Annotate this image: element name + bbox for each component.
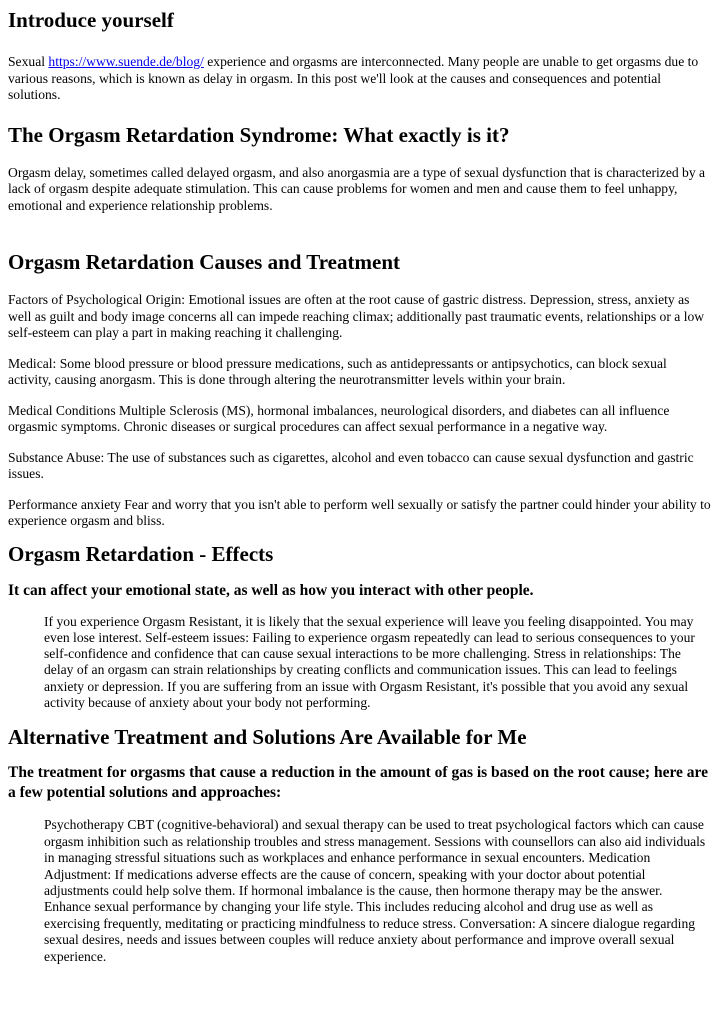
intro-text-after-link: experience and orgasms are interconnected. Many people are unable to get orgasms due to various reasons, which is known as delay in orgasm. In this post we'll look at the causes and consequences and potential solutions. [8, 54, 699, 102]
subheading-effects: It can affect your emotional state, as well as how you interact with other people. [8, 581, 534, 599]
what-paragraph: Orgasm delay, sometimes called delayed orgasm, and also anorgasmia are a type of sexual dysfunction that is characterized by a lack of orgasm despite adequate stimulation. This can cause problems for women and men and cause them to feel unhappy, emotional and experience relationship problems. [8, 164, 706, 213]
intro-paragraph [8, 54, 712, 104]
blog-link[interactable]: https://www.suende.de/blog/ [48, 54, 204, 69]
causes-paragraph-substance: Substance Abuse: The use of substances such as cigarettes, alcohol and even tobacco can cause sexual dysfunction and gastric issues. [8, 449, 694, 481]
heading-alternative-treatment: Alternative Treatment and Solutions Are Available for Me [8, 725, 527, 750]
heading-what-is-it: The Orgasm Retardation Syndrome: What exactly is it? [8, 122, 510, 147]
causes-paragraph-performance: Performance anxiety Fear and worry that you isn't able to perform well sexually or satisfy the partner could hinder your ability to experience orgasm and bliss. [8, 496, 711, 528]
causes-paragraph-conditions: Medical Conditions Multiple Sclerosis (MS), hormonal imbalances, neurological disorders, and diabetes can all influence orgasmic symptoms. Chronic diseases or surgical procedures can affect sexual performance in a negative way. [8, 402, 670, 434]
alternative-blockquote: Psychotherapy CBT (cognitive-behavioral) and sexual therapy can be used to treat psychological factors which can cause orgasm inhibition such as relationship troubles and stress management. Sessions with counsellors can also aid individuals in managing stressful situations such as workplaces and enhance performance in sexual encounters. Medication Adjustment: If medications adverse effects are the cause of concern, speaking with your doctor about potential adjustments could help solve them. If hormonal imbalance is the cause, then hormone therapy may be the answer. Enhance sexual performance by changing your life style. This includes reducing alcohol and drug use as well as exercising frequently, meditating or practicing mindfulness to reduce stress. Conversation: A sincere dialogue regarding sexual desires, needs and issues between couples will reduce anxiety about performance and improve overall sexual experience. [44, 817, 706, 964]
effects-blockquote: If you experience Orgasm Resistant, it is likely that the sexual experience will leave you feeling disappointed. You may even lose interest. Self-esteem issues: Failing to experience orgasm repeatedly can lead to serious consequences to your self-confidence and confidence that can cause sexual interactions to be more challenging. Stress in relationships: The delay of an orgasm can strain relationships by creating conflicts and communication issues. This can lead to feelings anxiety or depression. If you are suffering from an issue with Orgasm Resistant, it's possible that you avoid any sexual activity because of anxiety about your body not performing. [44, 613, 695, 710]
heading-causes-treatment: Orgasm Retardation Causes and Treatment [8, 250, 400, 274]
intro-text-before-link: Sexual [8, 54, 49, 69]
causes-paragraph-medical: Medical: Some blood pressure or blood pressure medications, such as antidepressants or antipsychotics, can block sexual activity, causing anorgasm. This is done through altering the neurotransmitter levels within your brain. [8, 355, 667, 387]
subheading-alternative: The treatment for orgasms that cause a reduction in the amount of gas is based on the root cause; here are a few potential solutions and approaches: [8, 764, 709, 802]
heading-introduce-yourself: Introduce yourself [8, 8, 174, 32]
causes-paragraph-psychological: Factors of Psychological Origin: Emotional issues are often at the root cause of gastric distress. Depression, stress, anxiety as well as guilt and body image concerns all can impede reaching climax; additionally past traumatic events, relationships or a low self-esteem can play a part in making reaching it challenging. [8, 292, 705, 340]
heading-effects: Orgasm Retardation - Effects [8, 541, 274, 566]
